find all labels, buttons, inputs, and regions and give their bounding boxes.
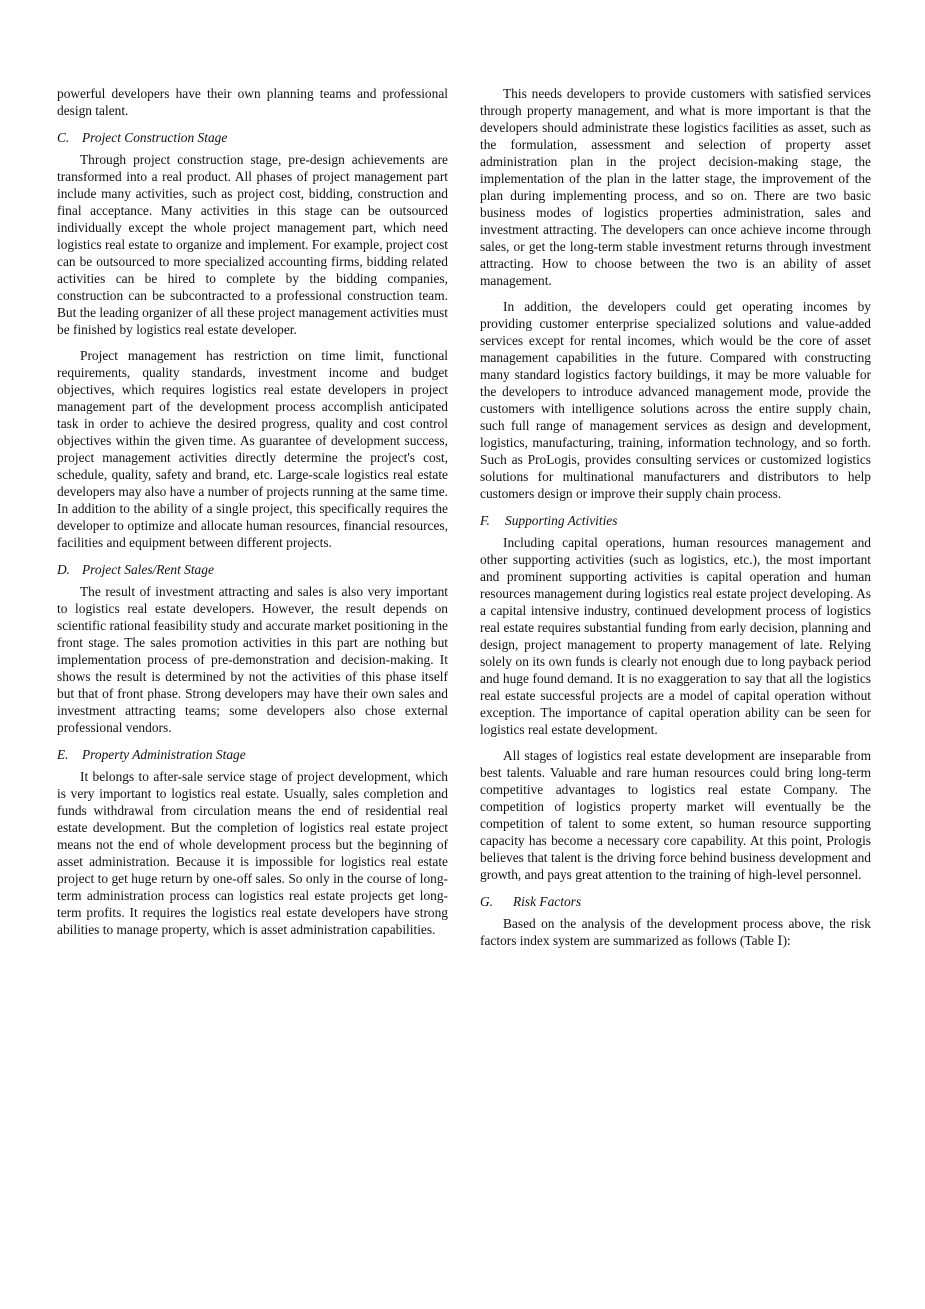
section-title: Project Construction Stage <box>82 130 228 145</box>
paragraph: The result of investment attracting and sales is also very important to logistics real estate developers. However, the result depends on scientific rational feasibility study and accurate market positioning in the front stage. The sales promotion activities in this part are nothing but implementation process of pre-demonstration and decision-making. It shows the result is determined by not the activities of this phase itself but that of front phase. Strong developers may have their own sales and investment attracting teams; some developers also chose external professional vendors. <box>57 584 448 735</box>
section-heading-e <box>57 746 448 763</box>
paragraph: Through project construction stage, pre-design achievements are transformed into a real product. All phases of project management part include many activities, such as project cost, bidding, construction and final acceptance. Many activities in this stage can be outsourced individually except the whole project management part, which need logistics real estate to organize and implement. For example, project cost can be outsourced to more specialized accounting firms, bidding related activities can be hired to complete by the bidding companies, construction can be subcontracted to a professional construction team. But the leading organizer of all these project management activities must be finished by logistics real estate developer. <box>57 152 448 337</box>
left-column <box>57 85 448 947</box>
section-title: Project Sales/Rent Stage <box>82 562 214 577</box>
section-label: F. <box>480 513 490 528</box>
section-title: Risk Factors <box>513 894 582 909</box>
section-heading-d <box>57 561 448 578</box>
paragraph: It belongs to after-sale service stage of project development, which is very important to logistics real estate. Usually, sales completion and funds withdrawal from circulation means the end of residential real estate development. But the completion of logistics real estate project means not the end of whole development process but the beginning of asset administration. Because it is impossible for logistics real estate project to get huge return by one-off sales. So only in the course of long-term administration process can logistics real estate projects get long-term profits. It requires the logistics real estate developers have strong abilities to manage property, which is asset administration capabilities. <box>57 769 448 937</box>
section-label: E. <box>57 747 69 762</box>
section-label: G. <box>480 894 494 909</box>
section-heading-g <box>480 893 871 910</box>
section-title: Property Administration Stage <box>82 747 246 762</box>
paragraph: Based on the analysis of the development process above, the risk factors index system are summarized as follows (Table Ⅰ): <box>480 916 871 948</box>
paragraph: Project management has restriction on time limit, functional requirements, quality standards, investment income and budget objectives, which requires logistics real estate developers in project management part of the development process accomplish anticipated task in order to achieve the desired progress, quality and cost control objectives within the given time. As guarantee of development success, project management activities directly determine the project's cost, schedule, quality, safety and brand, etc. Large-scale logistics real estate developers may also have a number of projects running at the same time. In addition to the ability of a single project, this specifically requires the developer to optimize and allocate human resources, financial resources, facilities and equipment between different projects. <box>57 348 448 550</box>
right-column <box>480 85 871 958</box>
section-heading-c <box>57 129 448 146</box>
paragraph: Including capital operations, human resources management and other supporting activities (such as logistics, etc.), the most important and prominent supporting activities is capital operation and human resources management during logistics real estate project developing. As a capital intensive industry, continued development process of logistics real estate requires substantial funding from early decision, planning and design, project management to property management of late. Relying solely on its own funds is clearly not enough due to long payback period and huge found demand. It is no exaggeration to say that all the logistics real estate successful projects are a model of capital operation without exception. The importance of capital operation ability can be seen for logistics real estate development. <box>480 535 871 737</box>
section-title: Supporting Activities <box>505 513 618 528</box>
paragraph: This needs developers to provide customers with satisfied services through property management, and what is more important is that the developers should administrate these logistics facilities as asset, such as the formulation, assessment and selection of property asset administration plan in the project decision-making stage, the implementation of the plan in the latter stage, the improvement of the plan during implementing process, and so on. There are two basic business modes of logistics properties administration, sales and investment attracting. The developers can once achieve income through sales, or get the long-term stable investment returns through investment attracting. How to choose between the two is an ability of asset management. <box>480 86 871 288</box>
section-label: D. <box>57 562 71 577</box>
section-heading-f <box>480 512 871 529</box>
section-label: C. <box>57 130 70 145</box>
paragraph: All stages of logistics real estate development are inseparable from best talents. Valuable and rare human resources could bring long-term competitive advantages to logistics real estate Company. The competition of logistics property market will eventually be the competition of talent to some extent, so human resource supporting capacity has become a necessary core capability. At this point, Prologis believes that talent is the driving force behind business development and growth, and pays great attention to the training of high-level personnel. <box>480 748 871 882</box>
paragraph: powerful developers have their own planning teams and professional design talent. <box>57 86 448 118</box>
paragraph: In addition, the developers could get operating incomes by providing customer enterprise specialized solutions and value-added services except for rental incomes, which would be the core of asset management capabilities in the future. Compared with constructing many standard logistics factory buildings, it may be more valuable for the developers to introduce advanced management mode, provide the customers with intelligence solutions across the entire supply chain, such full range of management services as design and development, logistics, manufacturing, training, information technology, and so forth. Such as ProLogis, provides consulting services or customized logistics solutions for multinational manufacturers and distributors to help customers design or improve their supply chain process. <box>480 299 871 501</box>
